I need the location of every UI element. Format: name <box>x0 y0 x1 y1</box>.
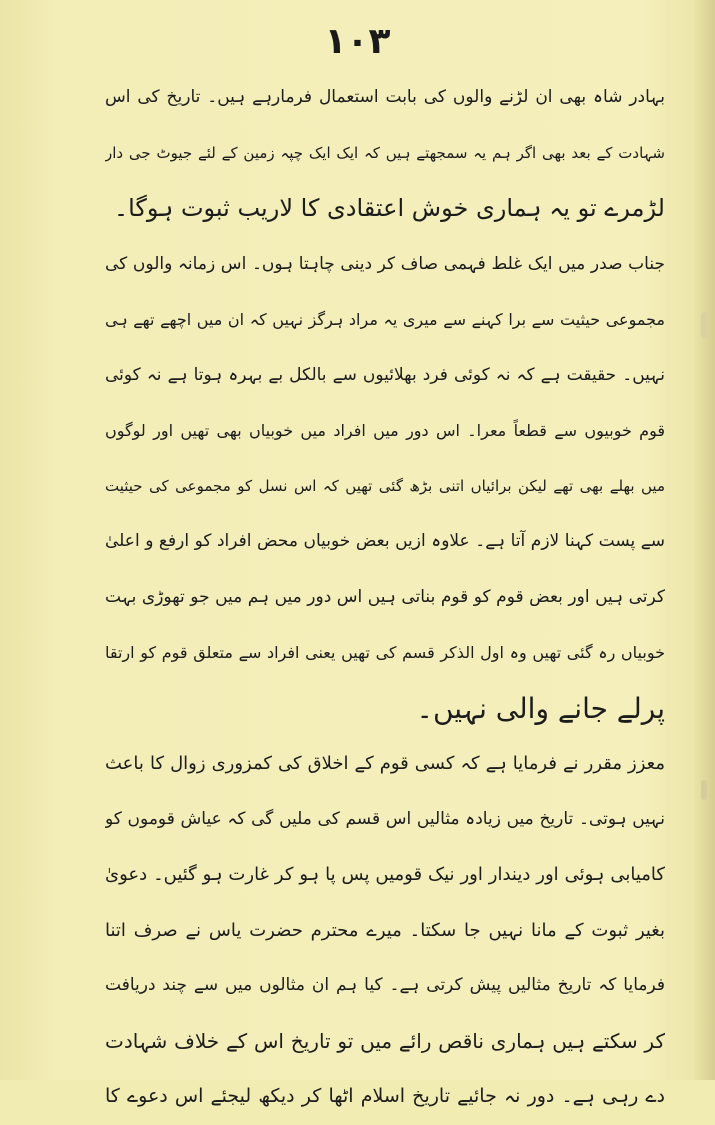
text-line: میں بھلے بھی تھے لیکن برائیاں اتنی بڑھ گئی تھیں کہ اس نسل کو مجموعی کی حیثیت <box>105 476 665 495</box>
text-line: دے رہی ہے۔ دور نہ جائیے تاریخ اسلام اٹھا کر دیکھ لیجئے اس دعوے کا <box>105 1085 665 1107</box>
text-line: شہادت کے بعد بھی اگر ہم یہ سمجھتے ہیں کہ ایک ایک چپہ زمین کے لئے جیوٹ جی دار <box>105 143 665 162</box>
page-edge-shadow <box>693 0 715 1080</box>
paper-stain <box>701 312 709 338</box>
text-line: لڑمرے تو یہ ہماری خوش اعتقادی کا لاریب ثبوت ہوگا۔ <box>114 194 665 222</box>
text-line: قوم خوبیوں سے قطعاً معرا۔ اس دور میں افراد میں خوبیاں بھی تھیں اور لوگوں <box>105 421 665 440</box>
text-line: فرمایا کہ تاریخ مثالیں پیش کرتی ہے۔ کیا ہم ان مثالوں میں سے چند دریافت <box>105 975 665 995</box>
text-line: سے پست کہنا لازم آتا ہے۔ علاوہ ازیں بعض خوبیاں محض افراد کو ارفع و اعلیٰ <box>105 531 665 551</box>
text-line: کر سکتے ہیں ہماری ناقص رائے میں تو تاریخ اس کے خلاف شہادت <box>105 1028 665 1053</box>
text-line: معزز مقرر نے فرمایا ہے کہ کسی قوم کے اخلاق کی کمزوری زوال کا باعث <box>105 753 665 774</box>
text-line: مجموعی حیثیت سے برا کہنے سے میری یہ مراد ہرگز نہیں کہ ان میں اچھے تھے ہی <box>105 310 665 329</box>
text-line: کرتی ہیں اور بعض قوم کو قوم بناتی ہیں اس دور میں ہم میں جو تھوڑی بہت <box>105 586 665 607</box>
page-number: ۱۰۳ <box>324 21 391 62</box>
text-line: بہادر شاہ بھی ان لڑنے والوں کی بابت استعمال فرمارہے ہیں۔ تاریخ کی اس <box>105 87 665 107</box>
body-text <box>105 70 665 1125</box>
text-line: نہیں ہوتی۔ تاریخ میں زیادہ مثالیں اس قسم کی ملیں گی کہ عیاش قوموں کو <box>105 808 665 829</box>
text-line: کامیابی ہوئی اور دیندار اور نیک قومیں پس پا ہو کر غارت ہو گئیں۔ دعویٰ <box>105 864 665 885</box>
text-line: جناب صدر میں ایک غلط فہمی صاف کر دینی چاہتا ہوں۔ اس زمانہ والوں کی <box>105 253 665 274</box>
text-line: بغیر ثبوت کے مانا نہیں جا سکتا۔ میرے محترم حضرت یاس نے صرف اتنا <box>105 919 665 941</box>
paper-stain <box>701 780 707 800</box>
text-line: نہیں۔ حقیقت ہے کہ نہ کوئی فرد بھلائیوں سے بالکل بے بہرہ ہوتا ہے نہ کوئی <box>105 364 665 385</box>
text-line: پرلے جانے والی نہیں۔ <box>416 691 665 725</box>
text-line: خوبیاں رہ گئی تھیں وہ اول الذکر قسم کی تھیں یعنی افراد سے متعلق قوم کو ارتقا <box>105 643 665 662</box>
